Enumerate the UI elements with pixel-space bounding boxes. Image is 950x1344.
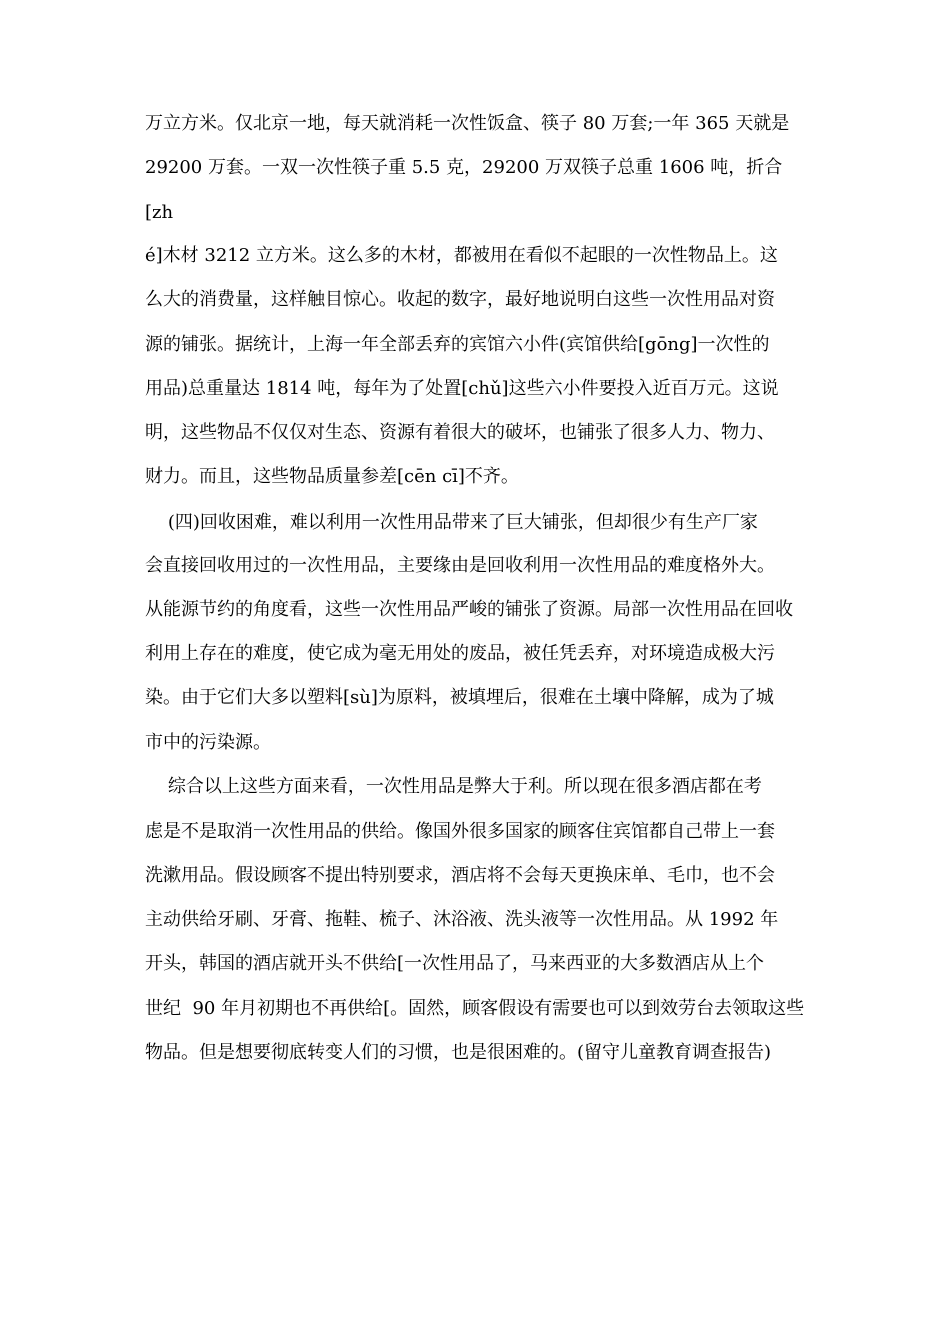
text-line: 源的铺张。据统计，上海一年全部丢弃的宾馆六小件(宾馆供给[gōng]一次性的 [145,334,770,355]
text-line: 利用上存在的难度，使它成为毫无用处的废品，被任凭丢弃，对环境造成极大污 [145,643,775,664]
text-line: 洗漱用品。假设顾客不提出特别要求，酒店将不会每天更换床单、毛巾，也不会 [145,865,775,886]
text-line: 万立方米。仅北京一地，每天就消耗一次性饭盒、筷子 80 万套;一年 365 天就是 [145,113,790,134]
text-line: 财力。而且，这些物品质量参差[cēn cī]不齐。 [145,466,519,487]
text-line: 从能源节约的角度看，这些一次性用品严峻的铺张了资源。局部一次性用品在回收 [145,599,793,620]
text-line: 虑是不是取消一次性用品的供给。像国外很多国家的顾客住宾馆都自己带上一套 [145,821,775,842]
text-line: 染。由于它们大多以塑料[sù]为原料，被填埋后，很难在土壤中降解，成为了城 [145,687,774,708]
text-line: (四)回收困难，难以利用一次性用品带来了巨大铺张，但却很少有生产厂家 [145,512,758,533]
text-line: 综合以上这些方面来看，一次性用品是弊大于利。所以现在很多酒店都在考 [145,776,762,797]
text-line: 市中的污染源。 [145,732,271,753]
text-line: 会直接回收用过的一次性用品，主要缘由是回收利用一次性用品的难度格外大。 [145,555,775,576]
text-line: 开头，韩国的酒店就开头不供给[一次性用品了，马来西亚的大多数酒店从上个 [145,953,765,974]
text-line: [zh [145,202,174,223]
text-line: 明，这些物品不仅仅对生态、资源有着很大的破坏，也铺张了很多人力、物力、 [145,422,775,443]
text-line: 主动供给牙刷、牙膏、拖鞋、梳子、沐浴液、洗头液等一次性用品。从 1992 年 [145,909,779,930]
text-line: 么大的消费量，这样触目惊心。收起的数字，最好地说明白这些一次性用品对资 [145,289,775,310]
text-line: 物品。但是想要彻底转变人们的习惯，也是很困难的。(留守儿童教育调查报告) [145,1042,772,1063]
text-line: 29200 万套。一双一次性筷子重 5.5 克，29200 万双筷子总重 1606 吨，折合 [145,157,783,178]
text-line: 用品)总重量达 1814 吨，每年为了处置[chǔ]这些六小件要投入近百万元。这说 [145,378,779,399]
text-line: é]木材 3212 立方米。这么多的木材，都被用在看似不起眼的一次性物品上。这 [145,245,778,266]
text-line: 世纪 90 年月初期也不再供给[。固然，顾客假设有需要也可以到效劳台去领取这些 [145,998,805,1019]
